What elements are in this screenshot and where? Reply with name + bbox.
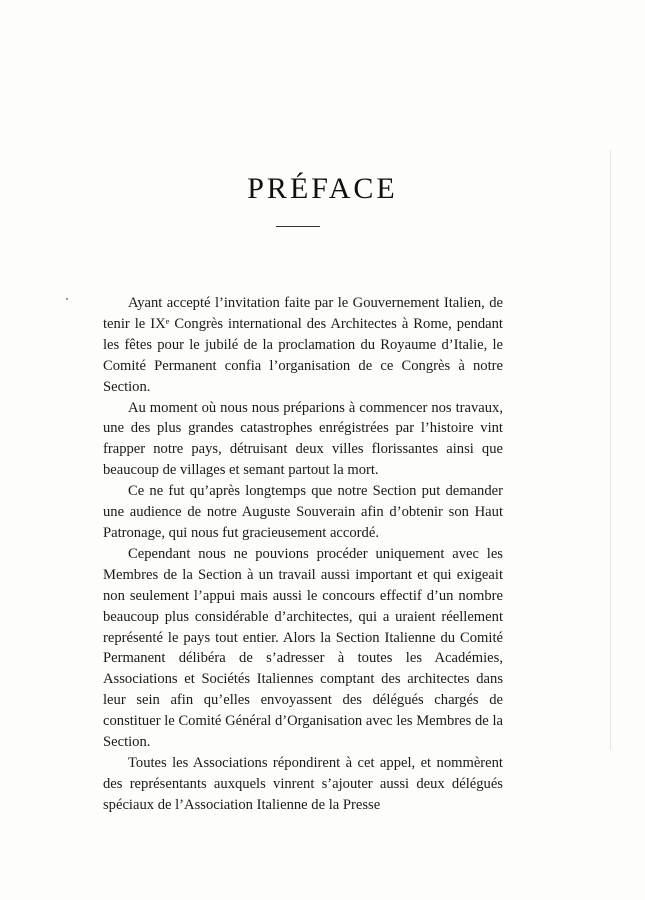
page-edge-shadow [610,150,611,750]
page-title: PRÉFACE [247,172,398,205]
paragraph-3: Ce ne fut qu’après longtemps que notre Section put demander une audience de notre Auguste Souverain afin d’obtenir son Haut Patronage, qui nous fut gracieusement accordé. [103,483,503,541]
paragraph-5: Toutes les Associations répondirent à cet appel, et nommèrent des représentants auxquels vinrent s’ajouter aussi deux délégués spéciaux de l’Association Italienne de la Presse [103,754,503,813]
paragraph-4: Cependant nous ne pouvions procéder uniquement avec les Membres de la Section à un travail aussi important et qui exigeait non seulement l’appui mais aussi le concours effectif d’un nombre beaucoup plus considérable d’architectes, qui a uraient réellement représenté le pays tout entier. Alors la Section Italienne du Comité Permanent délibéra de s’adresser à toutes les Académies, Associations et Sociétés Italiennes comptant des architectes dans leur sein afin qu’elles envoyassent des délégués chargés de constituer le Comité Général d’Organisation avec les Membres de la Section. [103,545,503,751]
title-rule [276,226,320,227]
body-text [103,293,503,816]
ink-speck [66,298,68,300]
paragraph-1: Ayant accepté l’invitation faite par le Gouvernement Italien, de tenir le IXᵉ Congrès international des Architectes à Rome, pendant les fêtes pour le jubilé de la proclamation du Royaume d’Italie, le Comité Permanent confia l’organisation de ce Congrès à notre Section. [103,295,503,395]
paragraph-2: Au moment où nous nous préparions à commencer nos travaux, une des plus grandes catastrophes enrégistrées par l’histoire vint frapper notre pays, détruisant deux villes florissantes ainsi que beaucoup de villages et semant partout la mort. [103,399,503,479]
